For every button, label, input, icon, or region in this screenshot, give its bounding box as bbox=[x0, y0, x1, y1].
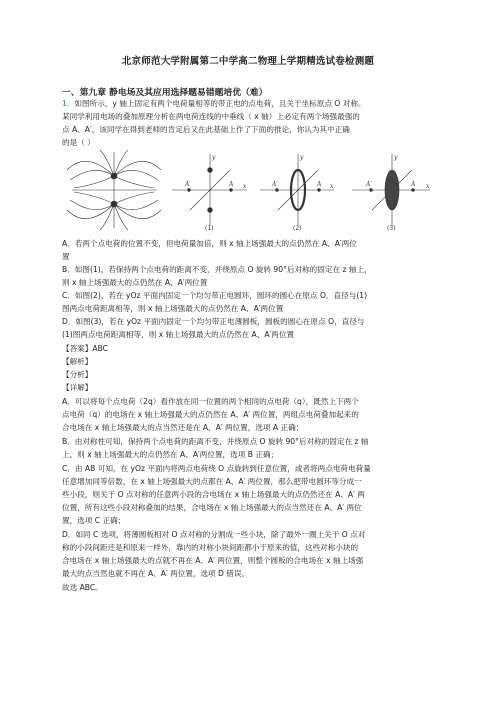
fig1-point-a: A bbox=[229, 181, 234, 188]
explain-line: C．由 AB 可知，在 yOz 平面内将两点电荷绕 O 点旋转到任意位置，或者将两点电荷电荷量 bbox=[62, 464, 371, 473]
fenxi-label: 【分析】 bbox=[62, 370, 93, 379]
explain-line: 合电场在 x 轴上场强最大的点当然还是在 A、A′ 两位置，选项 A 正确； bbox=[62, 423, 304, 432]
explain-line: 故选 ABC。 bbox=[62, 583, 103, 592]
figure-svg bbox=[62, 150, 442, 232]
page-title: 北京师范大学附属第二中学高二物理上学期精选试卷检测题 bbox=[121, 56, 375, 67]
option-c-line-2: 图两点电荷距离相等，则 x 轴上场强最大的点仍然在 A、A′两位置 bbox=[62, 304, 284, 313]
question-line-1 bbox=[62, 98, 442, 111]
option-c-line-1: C．如图(2)，若在 yOz 平面内固定一个均匀带正电圆环，圆环的圆心在原点 O．直径与(1) bbox=[62, 291, 368, 300]
answer-label: 【答案】ABC bbox=[62, 344, 108, 353]
option-a-line-2: 置 bbox=[62, 252, 70, 261]
explain-line: D．如同 C 选项，将薄圆板相对 O 点对称的分割成一些小块，除了最外一圈上关于 O 点对 bbox=[62, 530, 366, 539]
fig1-point-a2: A′ bbox=[185, 181, 191, 188]
fig3-point-a: A bbox=[411, 181, 416, 188]
explain-line: A．可以将每个点电荷（2q）看作放在同一位置的两个相同的点电荷（q），既然上下两个 bbox=[62, 397, 359, 406]
option-b-line-1: B．如图(1)，若保持两个点电荷的距离不变、并绕原点 O 旋转 90°后对称的固定在 z 轴上， bbox=[62, 265, 372, 274]
explain-line: 最大的点当然也就不再在 A、A′ 两位置，选项 D 错误。 bbox=[62, 569, 250, 578]
explain-line: 称的小段间距还是和原来一样外，靠内的对称小块间距都小于原来的值，这些对称小块的 bbox=[62, 543, 359, 552]
fig1-caption: (1) bbox=[205, 225, 214, 232]
question-line-3: 点 A、A′，该同学在得到老师的肯定后又在此基础上作了下面的推论，你认为其中正确 bbox=[62, 125, 350, 134]
option-b-line-2: 则 x 轴上场强最大的点仍然在 A、A′两位置 bbox=[62, 278, 208, 287]
fig2-caption: (2) bbox=[293, 225, 302, 232]
fig1-x-label: x bbox=[243, 183, 247, 190]
question-line-4: 的是（ ） bbox=[62, 138, 95, 147]
detail-label: 【详解】 bbox=[62, 383, 93, 392]
fig3-caption: (3) bbox=[387, 225, 396, 232]
figure-3 bbox=[352, 154, 430, 232]
option-d-line-2: (1)图两点电荷距离相等，则 x 轴上场强最大的点仍然在 A、A′两位置 bbox=[62, 330, 295, 339]
fig2-x-label: x bbox=[330, 183, 334, 190]
fig2-point-a: A bbox=[317, 181, 322, 188]
analysis-label: 【解析】 bbox=[62, 357, 93, 366]
question-number: 1． bbox=[62, 99, 75, 108]
figure-2 bbox=[260, 154, 334, 232]
section-heading: 一、第九章 静电场及其应用选择题易错题培优（难） bbox=[62, 88, 268, 98]
explain-line: 置，选项 C 正确； bbox=[62, 516, 126, 525]
explain-line: 上，则 x 轴上场强最大的点仍然在 A、A′两位置，选项 B 正确； bbox=[62, 450, 279, 459]
fig2-point-a2: A′ bbox=[272, 181, 278, 188]
question-text: 如图所示，y 轴上固定有两个电荷量相等的带正电的点电荷，且关于坐标原点 O 对称。 bbox=[74, 99, 366, 108]
option-a-line-1: A．若两个点电荷的位置不变，但电荷量加倍，则 x 轴上场强最大的点仍然在 A、A′两位 bbox=[62, 239, 357, 248]
explain-line: 点电荷（q）的电场在 x 轴上场强最大的点仍然在 A、A′ 两位置，两组点电荷叠加起来的 bbox=[62, 410, 359, 419]
explain-line: 些小段，则关于 O 点对称的任意两小段的合电场在 x 轴上场强最大的点仍然还在 A、A′ 两 bbox=[62, 490, 365, 499]
explain-line: 位置，所有这些小段对称叠加的结果，合电场在 x 轴上场强最大的点当然还在 A、A′ 两位 bbox=[62, 503, 362, 512]
fig3-x-label: x bbox=[426, 183, 430, 190]
figure-1 bbox=[172, 154, 247, 232]
question-line-2: 某同学利用电场的叠加原理分析在两电荷连线的中垂线（ x 轴）上必定有两个场强最强的 bbox=[62, 112, 360, 121]
fig3-y-label: y bbox=[394, 154, 398, 161]
fig2-y-label: y bbox=[300, 154, 304, 161]
explain-line: 合电场在 x 轴上场强最大的点就不再在 A、A′ 两位置，则整个圆板的合电场在 x 轴上场强 bbox=[62, 556, 364, 565]
fig1-y-label: y bbox=[212, 154, 216, 161]
fig3-point-a2: A′ bbox=[366, 181, 372, 188]
question-figures bbox=[62, 150, 442, 232]
figure-field-lines bbox=[67, 150, 161, 230]
explain-line: 任意增加同等倍数，在 x 轴上场强最大的点都在 A、A′ 两位置，那么把带电圆环等分成一 bbox=[62, 477, 362, 486]
explain-line: B．由对称性可知，保持两个点电荷的距离不变、并绕原点 O 旋转 90°后对称的固定在 z 轴 bbox=[62, 437, 369, 446]
option-d-line-1: D．如图(3)，若在 yOz 平面内固定一个均匀带正电薄圆板，圆板的圆心在原点 O，直径与 bbox=[62, 317, 365, 326]
